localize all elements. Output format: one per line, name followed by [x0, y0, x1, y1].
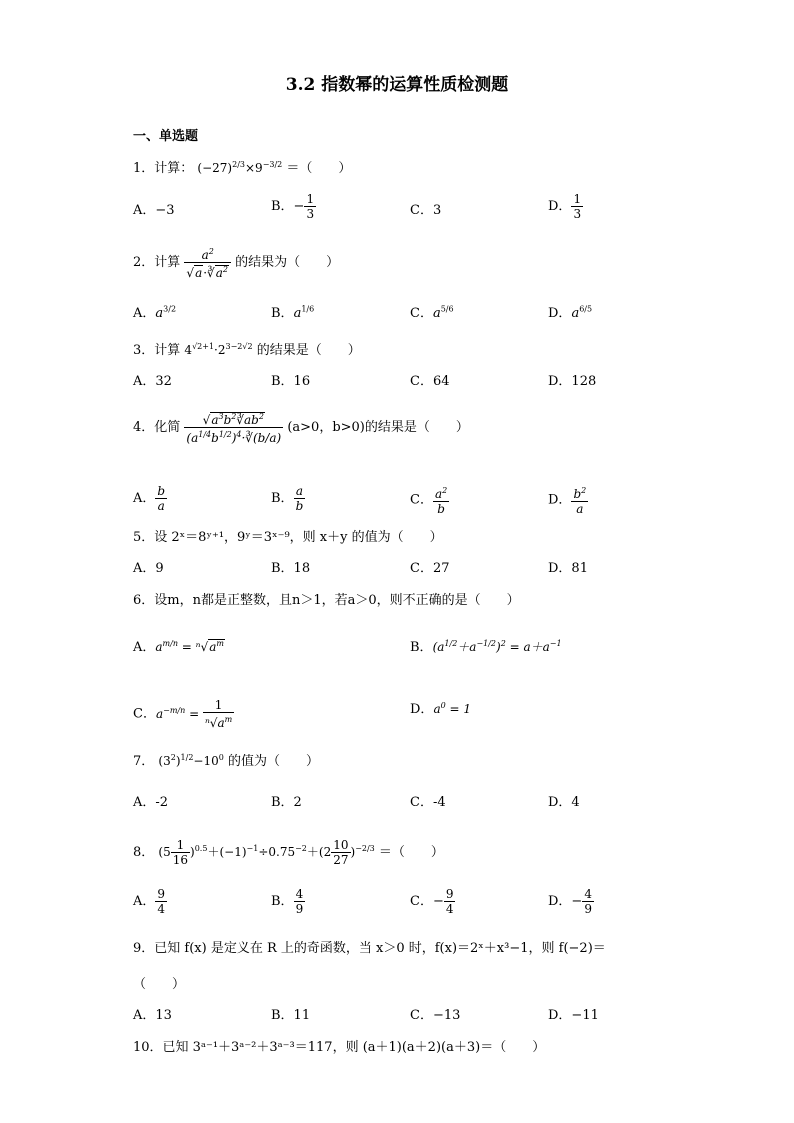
q6-option-c[interactable]: C．$a^{-m/n}$ = $\frac{1}{^n√a^m}$	[133, 698, 233, 730]
q6-option-d[interactable]: D．$a^0 = 1$	[410, 701, 472, 717]
q3-option-c[interactable]: C．64	[410, 374, 450, 389]
q5-option-b[interactable]: B．18	[271, 561, 311, 576]
q9-option-d[interactable]: D．−11	[548, 1008, 599, 1023]
q1-option-c[interactable]: C．3	[410, 203, 442, 218]
q8-option-a[interactable]: A． $\frac{9}{4}$	[133, 887, 166, 916]
question-8-expression: (5 $\frac{1}{16}$ )$^{0.5}+(-1)^{-1}\div 0.75^{-2}+(2$ $\frac{10}{27}$ )$^{-2/3}$	[158, 838, 375, 867]
question-7: 7． $(3^2)^{1/2}-10^0$ 的值为（ ）	[133, 753, 319, 769]
q2-option-c[interactable]: C．$a^{5/6}$	[410, 304, 454, 321]
question-5: 5．设 2ˣ＝8ʸ⁺¹，9ʸ＝3ˣ⁻⁹，则 x＋y 的值为（ ）	[133, 530, 443, 545]
page-title: 3.2 指数幂的运算性质检测题	[285, 75, 509, 95]
q3-option-a[interactable]: A．32	[133, 374, 172, 389]
question-9-line2: （ ）	[133, 977, 186, 992]
question-3: 3．计算 $4^{√2+1}\cdot 2^{3-2√2}$ 的结果是（ ）	[133, 342, 361, 358]
question-1-stem: 1．计算：	[133, 161, 194, 176]
question-8: 8． (5 $\frac{1}{16}$ )$^{0.5}+(-1)^{-1}\div 0.75^{-2}+(2$ $\frac{10}{27}$ )$^{-2/3}$ ＝（ ）	[133, 838, 444, 867]
q2-option-b[interactable]: B．$a^{1/6}$	[271, 304, 315, 321]
q2-option-d[interactable]: D．$a^{6/5}$	[548, 304, 593, 321]
q1-option-a[interactable]: A．−3	[133, 203, 175, 218]
q5-option-d[interactable]: D．81	[548, 561, 588, 576]
question-1-expression: $(-27)^{2/3}\times 9^{-3/2}$	[197, 160, 283, 175]
q1-option-d[interactable]: D． $\frac{1}{3}$	[548, 192, 582, 221]
q6-option-b[interactable]: B．$(a^{1/2}+a^{-1/2})^2 = a+a^{-1}$	[410, 639, 562, 655]
q7-option-a[interactable]: A．-2	[133, 795, 169, 810]
q8-option-d[interactable]: D．− $\frac{4}{9}$	[548, 887, 592, 916]
q7-option-b[interactable]: B．2	[271, 795, 302, 810]
question-4: 4．化简 $\frac{√a^3b^2∛ab^2}{(a^{1/4}b^{1/2})^4\cdot∛(b/a)}$ (a>0，b>0)的结果是（ ）	[133, 412, 469, 445]
question-1	[133, 157, 351, 176]
question-1-tail: ＝（ ）	[286, 161, 352, 176]
question-2: 2．计算 $\frac{a^2}{√a\cdot∛a^2}$ 的结果为（ ）	[133, 247, 340, 280]
question-10: 10．已知 3ᵃ⁻¹＋3ᵃ⁻²＋3ᵃ⁻³＝117，则 (a＋1)(a＋2)(a＋3)＝（ ）	[133, 1040, 546, 1055]
section-heading: 一、单选题	[133, 129, 199, 144]
q9-option-a[interactable]: A．13	[133, 1008, 172, 1023]
question-4-expression: $\frac{√a^3b^2∛ab^2}{(a^{1/4}b^{1/2})^4\cdot∛(b/a)}$	[186, 412, 282, 445]
question-6: 6．设m，n都是正整数，且n＞1，若a＞0，则不正确的是（ ）	[133, 593, 520, 608]
q7-option-d[interactable]: D．4	[548, 795, 580, 810]
question-7-expression: $(3^2)^{1/2}-10^0$	[158, 753, 224, 768]
q5-option-a[interactable]: A．9	[133, 561, 164, 576]
q6-option-a[interactable]: A．$a^{m/n} = ^n√a^m$	[133, 639, 224, 655]
q3-option-d[interactable]: D．128	[548, 374, 597, 389]
q4-option-b[interactable]: B． $\frac{a}{b}$	[271, 484, 304, 513]
q4-option-d[interactable]: D． $\frac{b^2}{a}$	[548, 486, 587, 516]
q4-option-c[interactable]: C． $\frac{a^2}{b}$	[410, 486, 448, 516]
q4-option-a[interactable]: A． $\frac{b}{a}$	[133, 484, 166, 513]
q3-option-b[interactable]: B．16	[271, 374, 311, 389]
question-3-expression: $4^{√2+1}\cdot 2^{3-2√2}$	[184, 342, 253, 357]
q7-option-c[interactable]: C．-4	[410, 795, 446, 810]
question-2-expression: $\frac{a^2}{√a\cdot∛a^2}$	[184, 245, 231, 280]
question-9: 9．已知 f(x) 是定义在 R 上的奇函数，当 x＞0 时，f(x)＝2ˣ＋x³−1，则 f(−2)＝	[133, 941, 606, 956]
q8-option-b[interactable]: B． $\frac{4}{9}$	[271, 887, 304, 916]
q9-option-b[interactable]: B．11	[271, 1008, 311, 1023]
q8-option-c[interactable]: C．− $\frac{9}{4}$	[410, 887, 454, 916]
q9-option-c[interactable]: C．−13	[410, 1008, 461, 1023]
q5-option-c[interactable]: C．27	[410, 561, 450, 576]
q2-option-a[interactable]: A．$a^{3/2}$	[133, 304, 177, 321]
q1-option-b[interactable]: B．− $\frac{1}{3}$	[271, 192, 315, 221]
